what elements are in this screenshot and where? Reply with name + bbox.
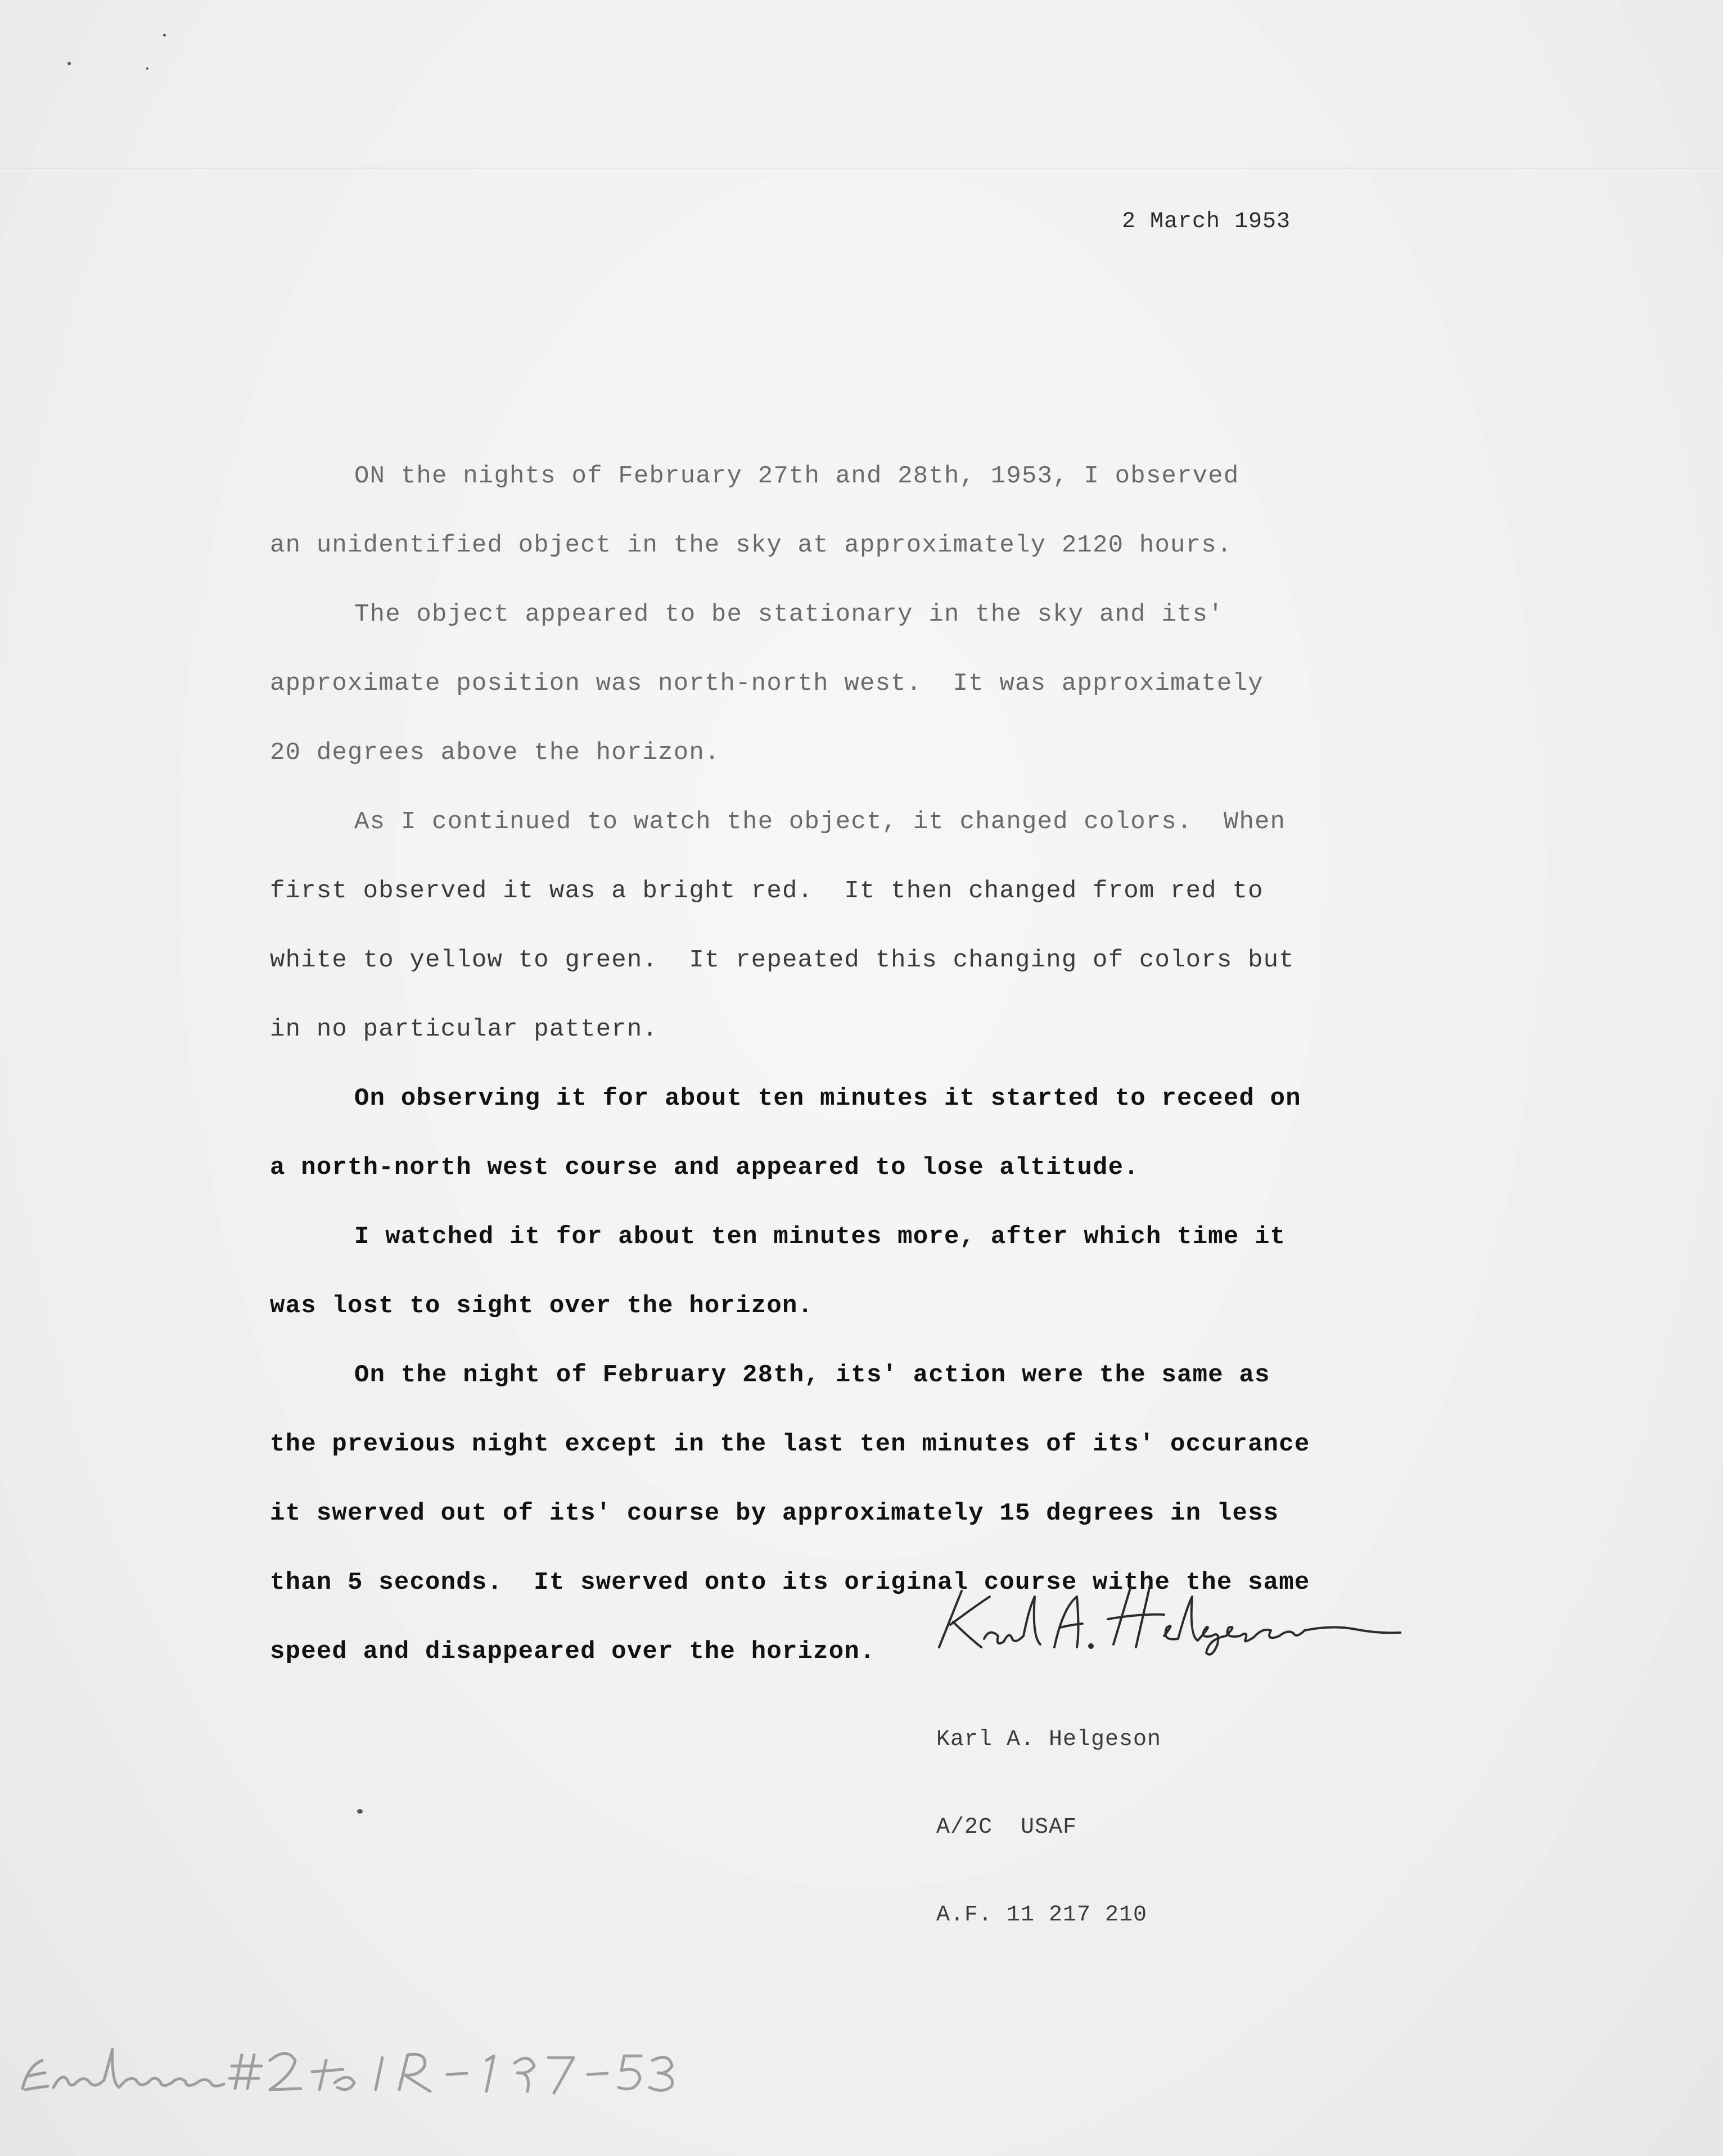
body-line: the previous night except in the last ten minutes of its' occurance [270,1430,1310,1458]
enclosure-annotation [11,2027,799,2100]
page-fold-line [0,168,1723,169]
body-line: approximate position was north-north west. It was approximately [270,670,1264,698]
body-line: ON the nights of February 27th and 28th, 1953, I observed [354,462,1239,490]
body-line: speed and disappeared over the horizon. [270,1638,876,1666]
body-line: an unidentified object in the sky at approximately 2120 hours. [270,531,1233,559]
body-line: was lost to sight over the horizon. [270,1292,814,1320]
body-line: 20 degrees above the horizon. [270,739,720,767]
dust-speck [163,34,166,37]
letter-date: 2 March 1953 [1122,209,1291,234]
handwritten-signature [928,1574,1406,1658]
dust-speck [146,67,148,70]
body-line: first observed it was a bright red. It then changed from red to [270,877,1264,905]
body-line: it swerved out of its' course by approximately 15 degrees in less [270,1499,1279,1527]
signer-service-number: A.F. 11 217 210 [936,1902,1148,1928]
body-line: On the night of February 28th, its' action were the same as [354,1361,1270,1389]
signer-name: Karl A. Helgeson [936,1727,1162,1752]
body-line: As I continued to watch the object, it changed colors. When [354,808,1286,836]
body-line: in no particular pattern. [270,1015,658,1043]
letter-body [270,442,1440,1687]
body-line: On observing it for about ten minutes it started to receed on [354,1084,1301,1113]
body-line: than 5 seconds. It swerved onto its original course withe the same [270,1569,1310,1597]
body-line: a north-north west course and appeared to lose altitude. [270,1154,1139,1182]
dust-speck [67,62,71,65]
body-line: white to yellow to green. It repeated this changing of colors but [270,946,1294,974]
signer-rank: A/2C USAF [936,1815,1077,1840]
signature-block [936,1667,1161,1988]
body-line: The object appeared to be stationary in the sky and its' [354,600,1224,629]
body-line: I watched it for about ten minutes more, after which time it [354,1223,1286,1251]
dust-speck [357,1809,363,1814]
